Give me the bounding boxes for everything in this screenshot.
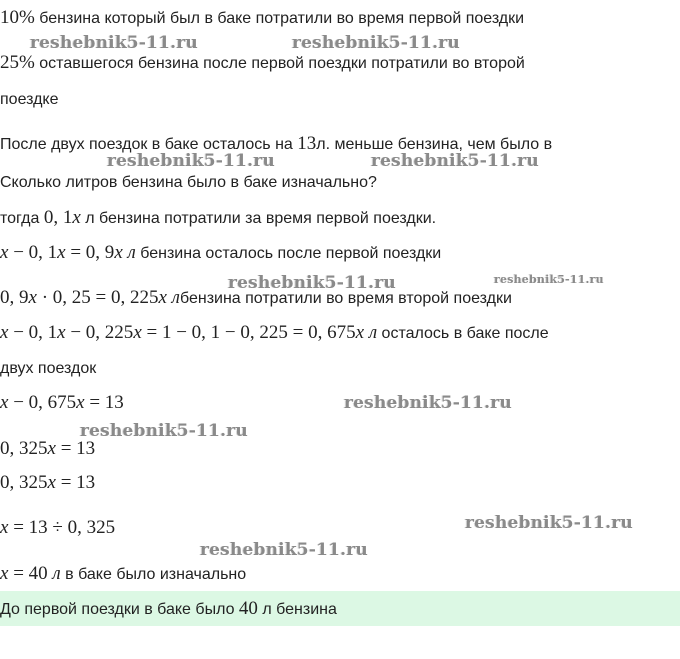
solution-line-1: тогда 0, 1x л бензина потратили за время первой поездки. — [0, 207, 437, 228]
equation-line-3: 0, 325x = 13 — [0, 472, 96, 493]
watermark: reshebnik5-11.ru — [371, 151, 539, 171]
problem-line-2: 25% оставшегося бензина после первой поездки потратили во второй — [0, 52, 525, 73]
watermark: reshebnik5-11.ru — [494, 273, 604, 286]
equation-line-5: x = 40 л в баке было изначально — [0, 563, 247, 584]
problem-question: Сколько литров бензина было в баке изначально? — [0, 174, 377, 191]
watermark: reshebnik5-11.ru — [228, 273, 396, 293]
solution-line-4: x − 0, 1x − 0, 225x = 1 − 0, 1 − 0, 225 = 0, 675x л осталось в баке после — [0, 322, 549, 343]
watermark: reshebnik5-11.ru — [200, 540, 368, 560]
problem-line-3: поездке — [0, 91, 59, 108]
solution-line-2: x − 0, 1x = 0, 9x л бензина осталось после первой поездки — [0, 242, 442, 263]
answer-box — [0, 591, 680, 626]
problem-line-4: После двух поездок в баке осталось на 13л. меньше бензина, чем было в — [0, 133, 553, 154]
problem-line-1: 10% бензина который был в баке потратили во время первой поездки — [0, 7, 525, 28]
watermark: reshebnik5-11.ru — [107, 151, 275, 171]
watermark: reshebnik5-11.ru — [30, 33, 198, 53]
solution-line-5: двух поездок — [0, 360, 97, 377]
watermark: reshebnik5-11.ru — [292, 33, 460, 53]
watermark: reshebnik5-11.ru — [344, 393, 512, 413]
solution-line-3: 0, 9x · 0, 25 = 0, 225x лбензина потратили во время второй поездки — [0, 287, 512, 308]
watermark: reshebnik5-11.ru — [80, 421, 248, 441]
equation-line-1: x − 0, 675x = 13 — [0, 392, 124, 413]
equation-line-2: 0, 325x = 13 — [0, 438, 96, 459]
watermark: reshebnik5-11.ru — [465, 513, 633, 533]
answer-text: До первой поездки в баке было 40 л бензина — [0, 598, 337, 619]
equation-line-4: x = 13 ÷ 0, 325 — [0, 517, 116, 538]
